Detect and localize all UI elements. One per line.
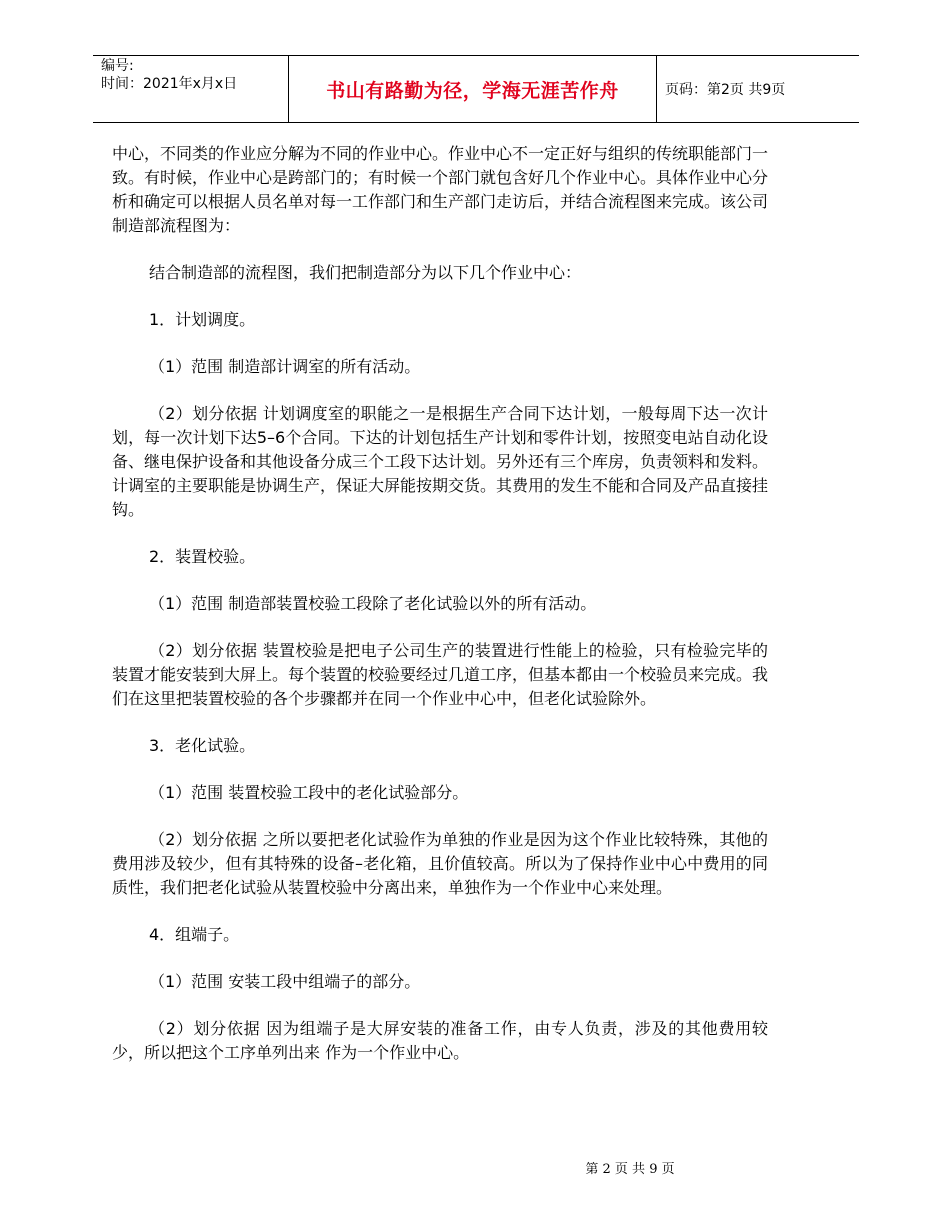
page-footer <box>0 1158 950 1177</box>
body-paragraph: （1）范围 装置校验工段中的老化试验部分。 <box>149 783 469 802</box>
section-heading: 2．装置校验。 <box>149 547 256 566</box>
page-header <box>93 55 859 123</box>
section-heading: 1．计划调度。 <box>149 310 256 329</box>
body-paragraph: 中心，不同类的作业应分解为不同的作业中心。作业中心不一定正好与组织的传统职能部门一致。有时候，作业中心是跨部门的；有时候一个部门就包含好几个作业中心。具体作业中心分析和确定可以根据人员名单对每一工作部门和生产部门走访后，并结合流程图来完成。该公司制造部流程图为： <box>112 144 769 235</box>
time-label: 时间：2021年x月x日 <box>101 76 238 92</box>
body-paragraph: （1）范围 制造部装置校验工段除了老化试验以外的所有活动。 <box>149 594 597 613</box>
footer-page-number: 第 2 页 共 9 页 <box>585 1162 675 1177</box>
section-heading: 4．组端子。 <box>149 925 240 944</box>
body-paragraph: （1）范围 安装工段中组端子的部分。 <box>149 972 421 991</box>
document-body <box>112 142 768 1088</box>
body-paragraph: （1）范围 制造部计调室的所有活动。 <box>149 357 421 376</box>
body-paragraph: （2）划分依据 因为组端子是大屏安装的准备工作，由专人负责，涉及的其他费用较少，所以把这个工序单列出来 作为一个作业中心。 <box>112 1019 768 1062</box>
body-paragraph: （2）划分依据 之所以要把老化试验作为单独的作业是因为这个作业比较特殊，其他的费用涉及较少，但有其特殊的设备–老化箱，且价值较高。所以为了保持作业中心中费用的同质性，我们把老化试验从装置校验中分离出来，单独作为一个作业中心来处理。 <box>112 830 768 897</box>
body-paragraph: （2）划分依据 计划调度室的职能之一是根据生产合同下达计划，一般每周下达一次计划，每一次计划下达5–6个合同。下达的计划包括生产计划和零件计划，按照变电站自动化设备、继电保护设备和其他设备分成三个工段下达计划。另外还有三个库房，负责领料和发料。计调室的主要职能是协调生产，保证大屏能按期交货。其费用的发生不能和合同及产品直接挂钩。 <box>112 404 769 519</box>
body-paragraph: 结合制造部的流程图，我们把制造部分为以下几个作业中心： <box>149 263 582 282</box>
motto-text: 书山有路勤为径，学海无涯苦作舟 <box>326 79 619 102</box>
body-paragraph: （2）划分依据 装置校验是把电子公司生产的装置进行性能上的检验，只有检验完毕的装置才能安装到大屏上。每个装置的校验要经过几道工序，但基本都由一个校验员来完成。我们在这里把装置校验的各个步骤都并在同一个作业中心中，但老化试验除外。 <box>112 641 769 708</box>
header-motto-cell <box>288 56 657 122</box>
header-page-info: 页码：第2页 共9页 <box>665 82 786 98</box>
number-label: 编号: <box>101 58 134 74</box>
header-meta-cell <box>93 56 288 122</box>
section-heading: 3．老化试验。 <box>149 736 256 755</box>
header-page-cell <box>657 56 859 122</box>
